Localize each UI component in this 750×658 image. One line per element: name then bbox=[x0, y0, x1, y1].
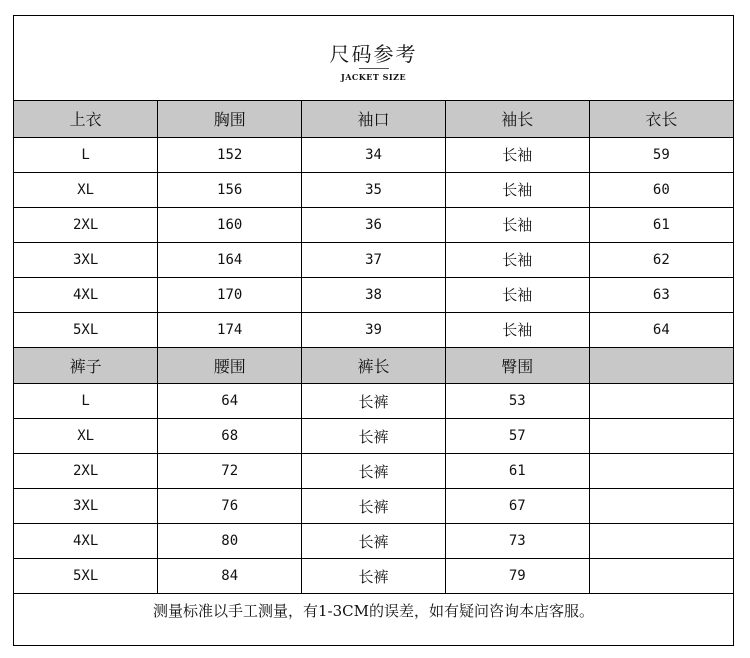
bottom-table-cell bbox=[589, 384, 733, 419]
bottom-table-cell: 67 bbox=[445, 489, 589, 524]
table-row bbox=[14, 419, 733, 454]
top-table-cell: 长袖 bbox=[445, 137, 589, 172]
top-table-header-cell: 上衣 bbox=[14, 101, 158, 137]
top-table-cell: 长袖 bbox=[445, 172, 589, 207]
bottom-table-cell: XL bbox=[14, 419, 158, 454]
bottom-table-cell: 长裤 bbox=[302, 419, 446, 454]
bottom-table-cell: 长裤 bbox=[302, 489, 446, 524]
bottom-table-cell: 长裤 bbox=[302, 454, 446, 489]
top-table-cell: 152 bbox=[158, 137, 302, 172]
chart-subtitle: JACKET SIZE bbox=[340, 72, 407, 82]
top-table-cell: 62 bbox=[589, 242, 733, 277]
top-table-cell: 39 bbox=[302, 312, 446, 347]
top-table-cell: 61 bbox=[589, 207, 733, 242]
bottom-table-cell: 53 bbox=[445, 384, 589, 419]
top-table-cell: 164 bbox=[158, 242, 302, 277]
bottom-size-table bbox=[14, 348, 733, 595]
table-row bbox=[14, 312, 733, 347]
top-table-cell: 38 bbox=[302, 277, 446, 312]
top-table-cell: 长袖 bbox=[445, 207, 589, 242]
table-row bbox=[14, 559, 733, 594]
bottom-table-cell bbox=[589, 524, 733, 559]
bottom-table-cell: 长裤 bbox=[302, 384, 446, 419]
bottom-table-cell: 84 bbox=[158, 559, 302, 594]
bottom-table-cell: 3XL bbox=[14, 489, 158, 524]
chart-title: 尺码参考 bbox=[329, 42, 418, 66]
top-table-header-cell: 胸围 bbox=[158, 101, 302, 137]
table-row bbox=[14, 384, 733, 419]
bottom-table-header-cell: 腰围 bbox=[158, 348, 302, 384]
bottom-table-cell: 长裤 bbox=[302, 524, 446, 559]
top-table-cell: 60 bbox=[589, 172, 733, 207]
top-table-cell: 2XL bbox=[14, 207, 158, 242]
bottom-table-cell: 76 bbox=[158, 489, 302, 524]
bottom-table-cell bbox=[589, 419, 733, 454]
top-table-cell: 34 bbox=[302, 137, 446, 172]
table-row bbox=[14, 454, 733, 489]
top-table-header-cell: 袖长 bbox=[445, 101, 589, 137]
table-row bbox=[14, 489, 733, 524]
table-row bbox=[14, 137, 733, 172]
top-table-header-row bbox=[14, 101, 733, 137]
bottom-table-cell bbox=[589, 489, 733, 524]
table-row bbox=[14, 207, 733, 242]
top-table-cell: 长袖 bbox=[445, 242, 589, 277]
top-table-cell: 4XL bbox=[14, 277, 158, 312]
bottom-table-cell: 57 bbox=[445, 419, 589, 454]
bottom-table-header-cell bbox=[589, 348, 733, 384]
table-row bbox=[14, 524, 733, 559]
bottom-table-cell: 64 bbox=[158, 384, 302, 419]
bottom-table-cell: 68 bbox=[158, 419, 302, 454]
top-table-header-cell: 袖口 bbox=[302, 101, 446, 137]
bottom-table-cell: 72 bbox=[158, 454, 302, 489]
bottom-table-cell: L bbox=[14, 384, 158, 419]
top-table-cell: 156 bbox=[158, 172, 302, 207]
bottom-table-header-cell: 臀围 bbox=[445, 348, 589, 384]
top-table-cell: 长袖 bbox=[445, 277, 589, 312]
top-table-cell: 59 bbox=[589, 137, 733, 172]
bottom-table-header-cell: 裤长 bbox=[302, 348, 446, 384]
table-row bbox=[14, 172, 733, 207]
bottom-table-cell bbox=[589, 559, 733, 594]
top-table-header-cell: 衣长 bbox=[589, 101, 733, 137]
bottom-table-cell: 73 bbox=[445, 524, 589, 559]
bottom-table-cell: 2XL bbox=[14, 454, 158, 489]
size-chart bbox=[13, 15, 734, 646]
top-table-cell: 35 bbox=[302, 172, 446, 207]
top-table-cell: 5XL bbox=[14, 312, 158, 347]
top-table-cell: 37 bbox=[302, 242, 446, 277]
table-row bbox=[14, 242, 733, 277]
top-table-cell: 174 bbox=[158, 312, 302, 347]
top-table-cell: 3XL bbox=[14, 242, 158, 277]
top-table-cell: XL bbox=[14, 172, 158, 207]
bottom-table-cell: 80 bbox=[158, 524, 302, 559]
title-area bbox=[14, 16, 733, 101]
bottom-table-cell: 61 bbox=[445, 454, 589, 489]
top-table-cell: 160 bbox=[158, 207, 302, 242]
title-divider bbox=[359, 68, 389, 69]
top-table-cell: 64 bbox=[589, 312, 733, 347]
top-table-cell: 36 bbox=[302, 207, 446, 242]
top-table-cell: 63 bbox=[589, 277, 733, 312]
top-table-cell: 长袖 bbox=[445, 312, 589, 347]
measurement-note: 测量标准以手工测量，有1-3CM的误差，如有疑问咨询本店客服。 bbox=[153, 602, 594, 620]
bottom-table-cell bbox=[589, 454, 733, 489]
bottom-table-header-row bbox=[14, 348, 733, 384]
bottom-table-cell: 5XL bbox=[14, 559, 158, 594]
bottom-table-cell: 79 bbox=[445, 559, 589, 594]
top-size-table bbox=[14, 101, 733, 348]
bottom-table-cell: 长裤 bbox=[302, 559, 446, 594]
table-row bbox=[14, 277, 733, 312]
top-table-cell: L bbox=[14, 137, 158, 172]
top-table-cell: 170 bbox=[158, 277, 302, 312]
bottom-table-cell: 4XL bbox=[14, 524, 158, 559]
bottom-table-header-cell: 裤子 bbox=[14, 348, 158, 384]
